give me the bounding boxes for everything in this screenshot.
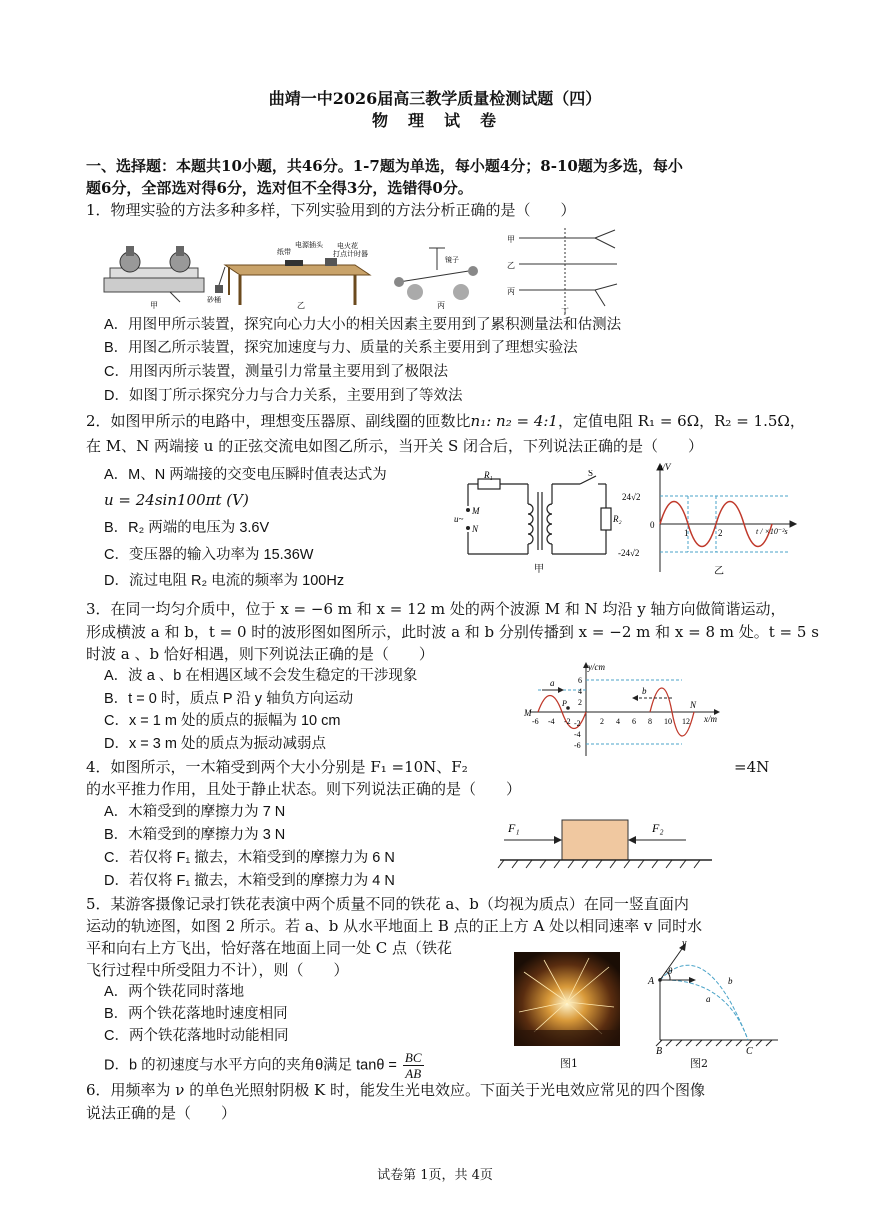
q5-frac-den: AB (405, 1066, 422, 1081)
q1-option-a[interactable]: A．用图甲所示装置，探究向心力大小的相关因素主要用到了累积测量法和估测法 (104, 317, 622, 333)
fig-theta: θ (668, 966, 673, 976)
label-shatong: 砂桶 (207, 296, 221, 304)
exam-title: 曲靖一中2026届高三教学质量检测试题（四） (268, 89, 602, 108)
xtick-3: -2 (564, 717, 571, 726)
xtick-9: 12 (682, 717, 690, 726)
label-jia: 甲 (150, 301, 158, 310)
label-yi: 乙 (297, 301, 305, 310)
q5-stem-line2: 运动的轨迹图，如图 2 所示。若 a、b 从水平地面上 B 点的正上方 A 处以相同速率 v 同时水 (86, 917, 703, 935)
q3-option-a[interactable]: A．波 a 、b 在相遇区域不会发生稳定的干涉现象 (104, 668, 418, 684)
label-dianyuan: 电源插头 (295, 241, 323, 249)
fig-C: C (746, 1046, 753, 1057)
q2-line1-text: 2．如图甲所示的电路中，理想变压器原、副线圈的匝数比 (86, 412, 471, 430)
label-bing: 丙 (437, 301, 445, 310)
fig-S: S (588, 470, 594, 478)
fig-b: b (642, 686, 647, 696)
q1-figure-bing (385, 240, 495, 310)
q3-option-c[interactable]: C．x = 1 m 处的质点的振幅为 10 cm (104, 713, 341, 729)
fig-N: N (472, 524, 479, 534)
section-heading-line1: 一、选择题：本题共10小题，共46分。1-7题为单选，每小题4分；8-10题为多选，每小 (86, 157, 683, 175)
fig-zero: 0 (650, 520, 655, 530)
q2-option-a-line1[interactable]: A．M、N 两端接的交变电压瞬时值表达式为 (104, 467, 387, 483)
fig-F1: F₁ (508, 821, 520, 835)
q4-stem-line2: 的水平推力作用，且处于静止状态。则下列说法正确的是（ ） (86, 780, 522, 798)
fig-v: v (682, 938, 687, 949)
fig-xaxis: x/m (704, 714, 717, 724)
q4-box-figure (490, 812, 720, 874)
q4-stem-line1b: =4N (734, 758, 770, 776)
q4-option-d[interactable]: D．若仅将 F₁ 撤去，木箱受到的摩擦力为 4 N (104, 873, 395, 889)
ytick-5: -4 (574, 730, 581, 739)
q5-pic1-label: 图1 (560, 1057, 578, 1070)
fig-R1: R₁ (484, 470, 493, 480)
q5-stem-line4: 飞行过程中所受阻力不计），则（ ） (86, 961, 349, 979)
q5-fireworks-photo (514, 952, 620, 1046)
label-jingzi: 镜子 (445, 256, 459, 264)
q2-option-d[interactable]: D．流过电阻 R₂ 电流的频率为 100Hz (104, 573, 345, 589)
fig-taxis: t / ×10⁻²s (756, 527, 788, 536)
q2-option-a-line2: u = 24sin100πt (V) (104, 491, 249, 509)
q3-stem-line2: 形成横波 a 和 b，t = 0 时的波形图如图所示，此时波 a 和 b 分别传播到 x = −2 m 和 x = 8 m 处。t = 5 s (86, 623, 819, 641)
q1-figure-jia (100, 240, 212, 310)
q1-figure-ding (505, 228, 635, 316)
q5-fraction (403, 1050, 424, 1081)
q1-option-d[interactable]: D．如图丁所示探究分力与合力关系，主要用到了等效法 (104, 388, 463, 404)
q5-stem-line1: 5．某游客摄像记录打铁花表演中两个质量不同的铁花 a、b（均视为质点）在同一竖直面内 (86, 895, 689, 913)
xtick-5: 4 (616, 717, 620, 726)
q3-stem-line1: 3．在同一均匀介质中，位于 x = −6 m 和 x = 12 m 处的两个波源 M 和 N 均沿 y 轴方向做简谐运动， (86, 600, 786, 618)
q2-stem-line2: 在 M、N 两端接 u 的正弦交流电如图乙所示，当开关 S 闭合后，下列说法正确的是（ ） (86, 437, 704, 455)
q5-option-c[interactable]: C．两个铁花落地时动能相同 (104, 1028, 289, 1044)
fig-uaxis: u/V (658, 462, 671, 472)
q5-option-a[interactable]: A．两个铁花同时落地 (104, 984, 245, 1000)
fig-top: 24√2 (622, 492, 641, 502)
q4-stem-line1a: 4．如图所示，一木箱受到两个大小分别是 F₁ =10N、F₂ (86, 758, 468, 776)
fig-jia: 甲 (534, 564, 544, 575)
ytick-1: 6 (578, 676, 582, 685)
q5-option-b[interactable]: B．两个铁花落地时速度相同 (104, 1006, 288, 1022)
fig-t2: 2 (718, 528, 723, 538)
fig-b: b (728, 976, 733, 986)
q3-option-d[interactable]: D．x = 3 m 处的质点为振动减弱点 (104, 736, 326, 752)
xtick-4: 2 (600, 717, 604, 726)
q1-option-b[interactable]: B．用图乙所示装置，探究加速度与力、质量的关系主要用到了理想实验法 (104, 340, 578, 356)
q5-option-d[interactable] (104, 1050, 424, 1081)
label-zhidai: 纸带 (277, 248, 291, 256)
label-jishiqi1: 电火花 (337, 242, 358, 250)
fig-t1: 1 (684, 528, 689, 538)
q3-option-b[interactable]: B．t = 0 时，质点 P 沿 y 轴负方向运动 (104, 691, 354, 707)
section-heading-line2: 题6分，全部选对得6分，选对但不全得3分，选错得0分。 (86, 179, 473, 197)
label-ding: 丁 (561, 307, 569, 316)
fig-M: M (472, 506, 480, 516)
q4-option-a[interactable]: A．木箱受到的摩擦力为 7 N (104, 804, 286, 820)
ytick-6: -6 (574, 741, 581, 750)
q2-option-b[interactable]: B．R₂ 两端的电压为 3.6V (104, 520, 270, 536)
q3-wave-figure (522, 660, 732, 760)
q6-stem-line2: 说法正确的是（ ） (86, 1104, 237, 1122)
fig-P: P (562, 699, 567, 708)
xtick-6: 6 (632, 717, 636, 726)
q2-r2: R₂ = 1.5Ω， (714, 412, 805, 430)
xtick-1: -6 (532, 717, 539, 726)
q5-trajectory-figure (646, 938, 786, 1068)
svg-text:甲: 甲 (507, 235, 515, 244)
svg-text:丙: 丙 (507, 287, 515, 296)
q1-option-c[interactable]: C．用图丙所示装置，测量引力常量主要用到了极限法 (104, 364, 448, 380)
fig-u: u~ (454, 514, 464, 524)
fig-B: B (656, 1046, 663, 1057)
page-footer: 试卷第 1页，共 4页 (377, 1168, 493, 1183)
ytick-3: 2 (578, 698, 582, 707)
ytick-2: 4 (578, 687, 582, 696)
q4-option-c[interactable]: C．若仅将 F₁ 撤去，木箱受到的摩擦力为 6 N (104, 850, 395, 866)
fig-a: a (706, 994, 711, 1004)
fig-yaxis: y/cm (588, 662, 605, 672)
ytick-4: -2 (574, 719, 581, 728)
q5-option-d-text: D．b 的初速度与水平方向的夹角θ满足 tanθ = (104, 1057, 397, 1074)
q2-waveform-figure (618, 460, 808, 578)
xtick-2: -4 (548, 717, 555, 726)
fig-bot: -24√2 (618, 548, 640, 558)
fig-M: M (524, 708, 532, 718)
q5-stem-line3: 平和向右上方飞出，恰好落在地面上同一处 C 点（铁花 (86, 939, 453, 957)
fig-F2: F₂ (652, 821, 664, 835)
q2-option-c[interactable]: C．变压器的输入功率为 15.36W (104, 547, 314, 563)
q2-r1: ，定值电阻 R₁ = 6Ω， (557, 412, 715, 430)
fig-yi: 乙 (714, 566, 724, 577)
xtick-8: 10 (664, 717, 672, 726)
svg-text:乙: 乙 (507, 261, 515, 270)
q2-ratio: n₁: n₂ = 4:1 (470, 412, 558, 430)
q1-stem: 1．物理实验的方法多种多样，下列实验用到的方法分析正确的是（ ） (86, 201, 576, 219)
xtick-7: 8 (648, 717, 652, 726)
fig-R2: R₂ (613, 514, 622, 524)
q2-stem-line1 (86, 410, 805, 432)
fig-a: a (550, 678, 555, 688)
exam-subtitle: 物 理 试 卷 (371, 111, 498, 130)
fig-N: N (690, 700, 697, 710)
fig-A: A (648, 976, 655, 987)
q6-stem-line1: 6．用频率为 ν 的单色光照射阴极 K 时，能发生光电效应。下面关于光电效应常见的四个图像 (86, 1081, 705, 1099)
q1-figure-yi (205, 240, 375, 310)
q5-frac-num: BC (404, 1050, 422, 1065)
q5-pic2-label: 图2 (690, 1057, 708, 1070)
label-jishiqi2: 打点计时器 (333, 250, 368, 258)
q3-stem-line3: 时波 a 、b 恰好相遇，则下列说法正确的是（ ） (86, 645, 434, 663)
q4-option-b[interactable]: B．木箱受到的摩擦力为 3 N (104, 827, 286, 843)
